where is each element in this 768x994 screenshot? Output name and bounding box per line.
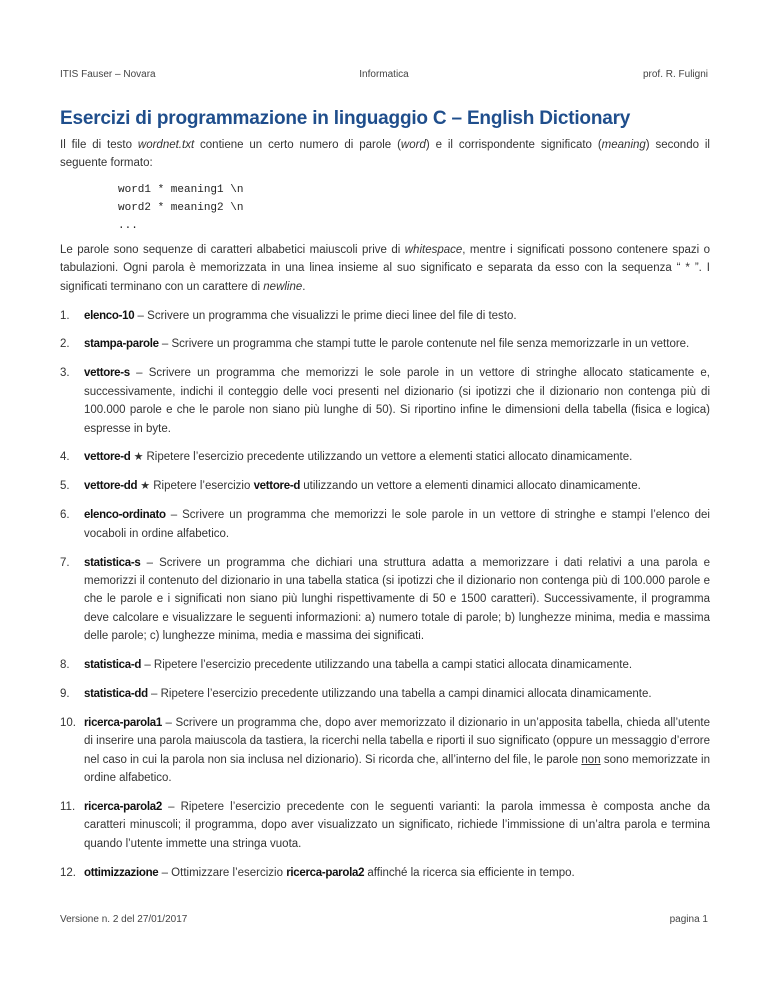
item-number: 6.	[60, 509, 70, 522]
exercise-title: statistica-dd	[84, 688, 148, 701]
exercise-item	[60, 685, 710, 703]
exercise-text: – Scrivere un programma che memorizzi le sole parole in un vettore di stringhe allocato staticamente e, successivamente, indichi il conteggio delle voci presenti nel dizionario (si ipotizzi che il dizionario non contenga più di 100.000 parole e che le parole non siano più lunghe di 50). Si riportino infine le dimensioni della tabella (fisica e logica) espresse in byte.	[84, 367, 710, 435]
item-number: 5.	[60, 480, 70, 493]
intro-paragraph	[60, 136, 710, 173]
exercise-text: utilizzando un vettore a elementi dinamici allocato dinamicamente.	[300, 480, 641, 493]
item-number: 7.	[60, 556, 70, 569]
format-code-block	[118, 181, 710, 235]
header-school: ITIS Fauser – Novara	[60, 69, 156, 80]
exercise-title: ricerca-parola1	[84, 716, 162, 729]
exercise-title: statistica-d	[84, 659, 142, 672]
intro-meaning-term: meaning	[601, 139, 646, 151]
desc-text: .	[302, 280, 306, 293]
intro-filename: wordnet.txt	[137, 139, 195, 151]
exercise-text: Ripetere l’esercizio precedente utilizzando un vettore a elementi statici allocato dinamicamente.	[146, 451, 633, 464]
document-body	[60, 106, 710, 882]
exercise-item	[60, 864, 710, 882]
desc-text: , mentre i significati possono contenere spazi o tabulazioni. Ogni parola è memorizzata in una linea insieme al suo significato e separata da esso con la sequenza “ * ”. I significati terminano con un carattere di	[60, 243, 710, 293]
exercise-reference: vettore-d	[253, 480, 301, 493]
exercise-text: – Scrivere un programma che visualizzi le prime dieci linee del file di testo.	[134, 309, 517, 322]
header-teacher: prof. R. Fuligni	[642, 69, 708, 80]
code-line: word2 * meaning2 \n	[118, 201, 244, 214]
item-number: 1.	[60, 309, 70, 322]
exercise-text: Ripetere l’esercizio	[153, 480, 254, 493]
exercise-text: sono memorizzate in ordine alfabetico.	[84, 753, 710, 785]
item-number: 8.	[60, 659, 70, 672]
exercise-item	[60, 335, 710, 353]
exercise-title: stampa-parole	[84, 338, 159, 351]
exercise-item	[60, 656, 710, 674]
exercise-text: – Ripetere l’esercizio precedente con le seguenti varianti: la parola immessa è composta anche da caratteri minuscoli; il programma, dopo aver visualizzato un significato, richiede l’immissione di un’altra parola e termina quando l’utente immette una stringa vuota.	[84, 801, 710, 850]
item-number: 10.	[60, 716, 76, 729]
header-subject: Informatica	[359, 69, 409, 80]
exercise-list	[60, 307, 710, 883]
page-title: Esercizi di programmazione in linguaggio C – English Dictionary	[60, 108, 631, 129]
exercise-title: statistica-s	[84, 556, 141, 569]
exercise-text: – Ripetere l’esercizio precedente utilizzando una tabella a campi dinamici allocata dinamicamente.	[147, 688, 652, 701]
exercise-title: elenco-10	[84, 309, 135, 322]
exercise-title: elenco-ordinato	[84, 509, 166, 522]
exercise-title: vettore-dd	[84, 480, 138, 493]
item-number: 3.	[60, 367, 70, 380]
item-number: 12.	[60, 866, 76, 879]
exercise-text: – Ripetere l’esercizio precedente utilizzando una tabella a campi statici allocata dinamicamente.	[141, 659, 633, 672]
star-icon: ★	[130, 451, 147, 464]
exercise-item	[60, 477, 710, 495]
desc-text: Le parole sono sequenze di caratteri albabetici maiuscoli prive di	[60, 243, 405, 256]
exercise-text: – Scrivere un programma che, dopo aver memorizzato il dizionario in un’apposita tabella, chieda all’utente di inserire una parola maiuscola da tastiera, la ricerchi nella tabella e riporti il suo significato (oppure un messaggio d’errore nel caso in cui la parola non sia inclusa nel dizionario). Si ricorda che, all’interno del file, le parole	[84, 716, 710, 766]
exercise-item	[60, 554, 710, 646]
code-line: ...	[118, 219, 138, 232]
format-description	[60, 241, 710, 296]
footer-page-number: pagina 1	[669, 914, 708, 925]
exercise-title: ottimizzazione	[84, 866, 159, 879]
item-number: 11.	[60, 801, 76, 814]
exercise-item	[60, 448, 710, 466]
intro-text: ) e il corrispondente significato (	[425, 139, 602, 151]
exercise-item	[60, 364, 710, 438]
exercise-text: – Scrivere un programma che stampi tutte le parole contenute nel file senza memorizzarle in un vettore.	[158, 338, 690, 351]
exercise-item	[60, 506, 710, 543]
intro-text: contiene un certo numero di parole (	[194, 139, 401, 151]
underlined-word: non	[581, 753, 601, 766]
exercise-item	[60, 307, 710, 325]
desc-newline-term: newline	[263, 280, 303, 293]
exercise-item	[60, 714, 710, 788]
code-line: word1 * meaning1 \n	[118, 183, 244, 196]
item-number: 4.	[60, 451, 70, 464]
item-number: 2.	[60, 338, 70, 351]
exercise-item	[60, 798, 710, 853]
exercise-title: vettore-s	[84, 367, 130, 380]
exercise-title: vettore-d	[84, 451, 131, 464]
exercise-text: affinché la ricerca sia efficiente in tempo.	[364, 866, 575, 879]
footer-version: Versione n. 2 del 27/01/2017	[60, 914, 188, 925]
intro-text: Il file di testo	[60, 139, 138, 151]
desc-whitespace-term: whitespace	[404, 243, 463, 256]
intro-word-term: word	[400, 139, 426, 151]
exercise-title: ricerca-parola2	[84, 801, 162, 814]
star-icon: ★	[137, 480, 154, 493]
exercise-text: – Ottimizzare l’esercizio	[158, 866, 287, 879]
exercise-text: – Scrivere un programma che memorizzi le sole parole in un vettore di stringhe e stampi l’elenco dei vocaboli in ordine alfabetico.	[84, 509, 710, 540]
exercise-text: – Scrivere un programma che dichiari una struttura adatta a memorizzare i dati relativi a una parola e memorizzi il contenuto del dizionario in una tabella statica (si ipotizzi che il dizionario non contenga più di 100.000 parole e che le parole e i significati non siano più lunghi rispettivamente di 50 e 1500 caratteri). Successivamente, il programma deve calcolare e visualizzare le seguenti informazioni: a) numero totale di parole; b) lunghezze minima, media e massima delle parole; c) lunghezze minima, media e massima dei significati.	[84, 556, 710, 643]
item-number: 9.	[60, 688, 70, 701]
intro-text: ) secondo il seguente formato:	[60, 139, 710, 170]
exercise-reference: ricerca-parola2	[286, 866, 365, 879]
